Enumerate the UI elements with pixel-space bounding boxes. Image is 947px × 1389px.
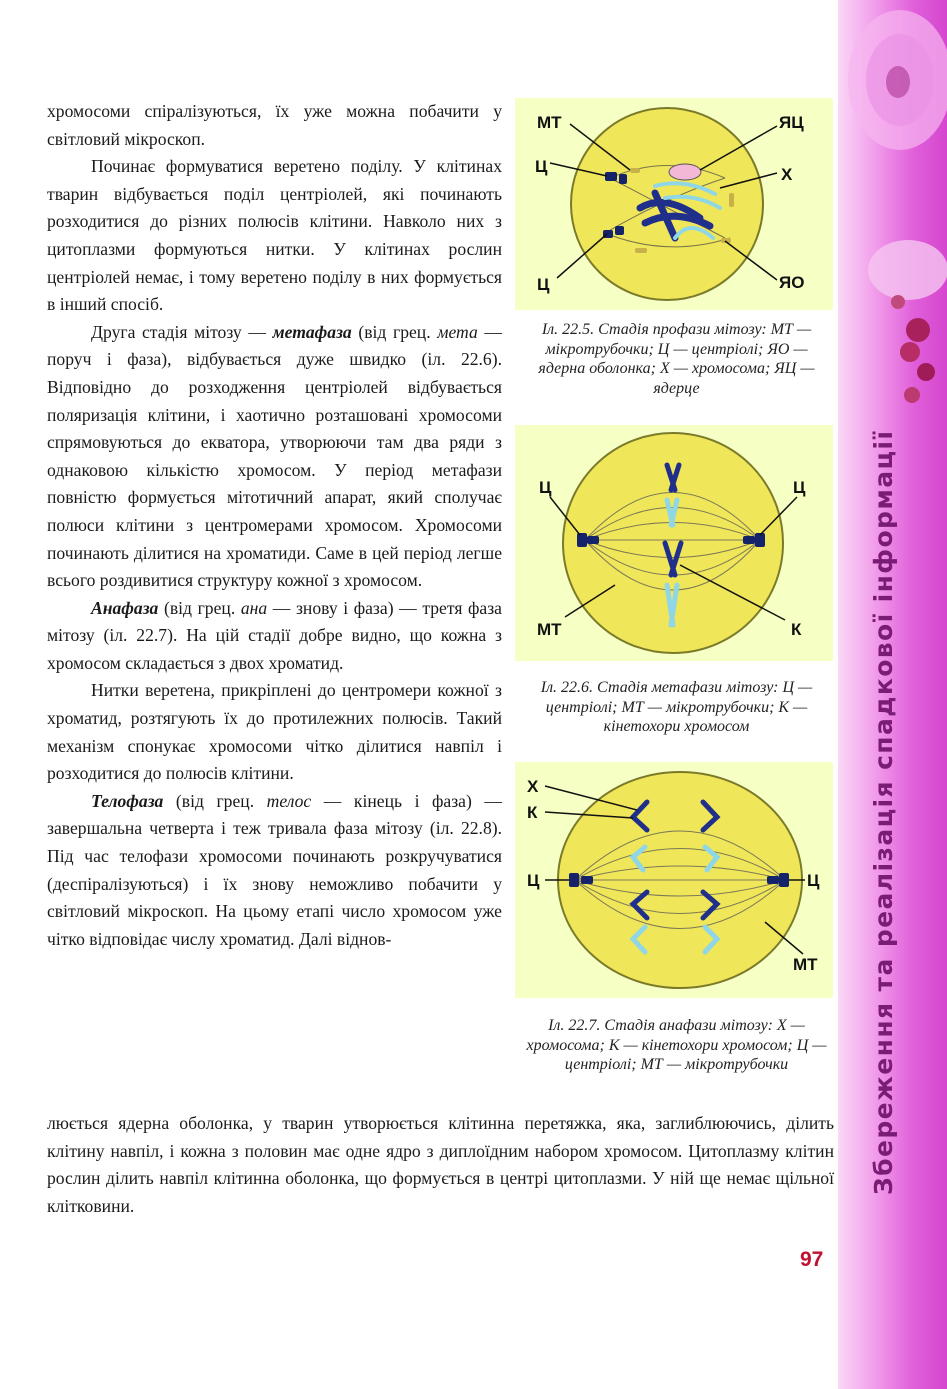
paragraph-spindle: Нитки веретена, прикріплені до центромери кожної з хроматид, розтягують їх до протилежних полюсів. Такий механізм спонукає хромосоми чітко ділитися навпіл і розходитися до полюсів клітини. <box>47 680 502 784</box>
label-kh: Х <box>781 165 793 184</box>
paragraph-anaphase: Анафаза (від грец. ана — знову і фаза) — третя фаза мітозу (іл. 22.7). На цій стадії добре видно, що кожна з хромосом складається з двох хроматид. <box>47 597 502 673</box>
figure-prophase <box>515 98 833 310</box>
full-width-text <box>47 1110 834 1220</box>
label-ts-left: Ц <box>539 478 552 497</box>
label-mt: МТ <box>537 620 562 639</box>
label-k: К <box>791 620 802 639</box>
nucleolus <box>669 164 701 180</box>
label-ts-bottom: Ц <box>537 275 550 294</box>
label-ts-right: Ц <box>807 871 820 890</box>
left-column-text <box>47 98 502 953</box>
label-k: К <box>527 803 538 822</box>
paragraph-1: хромосоми спіралізуються, їх уже можна побачити у світловий мікроскоп. <box>47 101 502 149</box>
page-number: 97 <box>800 1248 824 1271</box>
figure-metaphase <box>515 425 833 661</box>
paragraph-metaphase: Друга стадія мітозу — метафаза (від грец. мета — поруч і фаза), відбувається дуже швидко (іл. 22.6). Відповідно до розходження центріолей відбувається поляризація клітини, і хаотично розташовані хромосоми спрямовуються до екватора, утворюючи там два ряди з однаковою кількістю хромосом. У період метафази повністю формується мітотичний апарат, який сполучає полюси клітини з центромерами хромосом. Хромосоми починають ділитися на хроматиди. Саме в цей період легше всього роздивитися структуру кожної з хромосом. <box>47 321 502 591</box>
cell-micrograph-decoration <box>838 0 947 460</box>
label-ts-top: Ц <box>535 157 548 176</box>
label-mt: МТ <box>537 113 562 132</box>
sidebar-section-title: Збереження та реалізація спадкової інформації <box>869 429 898 1195</box>
paragraph-telophase-continued: люється ядерна оболонка, у тварин утворюється клітинна перетяжка, яка, заглиблюючись, ділить клітину навпіл, і кожна з половин має одне ядро з диплоїдним набором хромосом. Цитоплазму клітин рослин ділить навпіл клітинна оболонка, що формується в центрі цитоплазми. У ній ще немає щільної клітковини. <box>47 1113 834 1216</box>
caption-metaphase: Іл. 22.6. Стадія метафази мітозу: Ц — центріолі; МТ — мікротрубочки; К — кінетохори хромосом <box>540 679 813 735</box>
label-kh: Х <box>527 777 539 796</box>
caption-anaphase: Іл. 22.7. Стадія анафази мітозу: Х — хромосома; К — кінетохори хромосом; Ц — центріолі; МТ — мікротрубочки <box>526 1017 827 1073</box>
label-mt: МТ <box>793 955 818 974</box>
paragraph-2: Починає формуватися веретено поділу. У клітинах тварин відбувається поділ центріолей, які починають розходитися до різних полюсів клітини. Навколо них з цитоплазми формуються нитки. У клітинах рослин центріолей немає, і тому веретено поділу в них формується в інший спосіб. <box>47 156 502 315</box>
label-yao: ЯО <box>779 273 805 292</box>
caption-prophase: Іл. 22.5. Стадія профази мітозу: МТ — мікротрубочки; Ц — центріолі; ЯО — ядерна оболонка; Х — хромосома; ЯЦ — ядерце <box>538 321 815 397</box>
label-yats: ЯЦ <box>779 113 804 132</box>
label-ts-right: Ц <box>793 478 806 497</box>
label-ts-left: Ц <box>527 871 540 890</box>
figure-anaphase <box>515 762 833 998</box>
paragraph-telophase: Телофаза (від грец. телос — кінець і фаза) — завершальна четверта і теж тривала фаза мітозу (іл. 22.8). Під час телофази хромосоми починають розкручуватися (деспіралізуються) і їх знову неможливо побачити у світловий мікроскоп. На цьому етапі число хромосом уже чітко відповідає числу хроматид. Далі віднов- <box>47 790 502 949</box>
